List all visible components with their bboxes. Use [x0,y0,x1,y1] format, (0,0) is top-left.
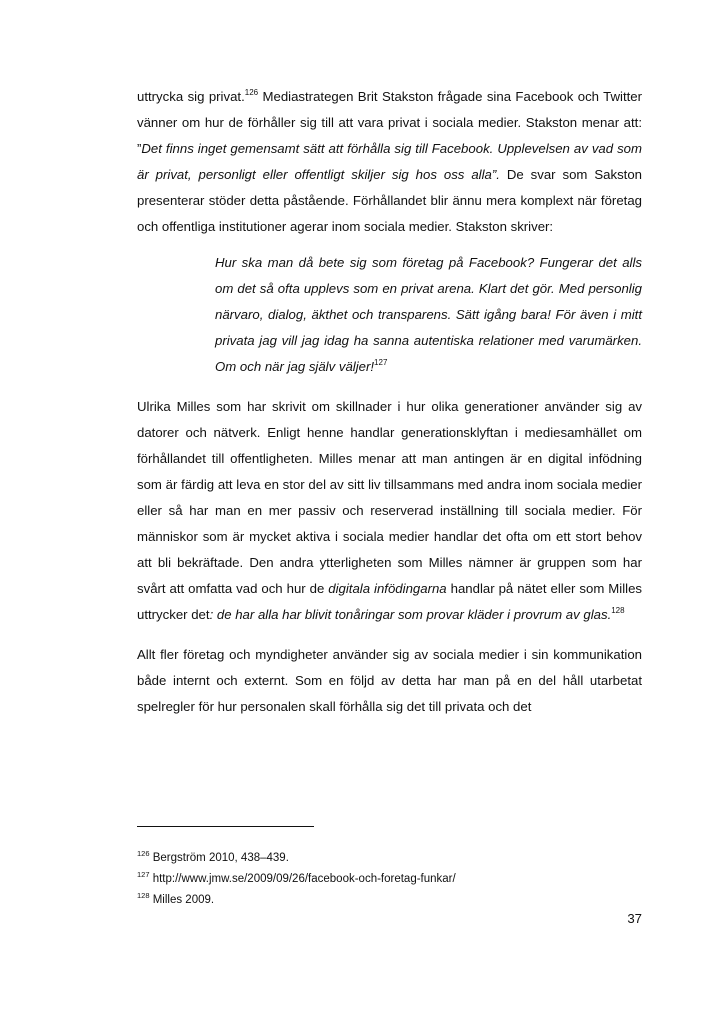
footnote-text: Bergström 2010, 438–439. [149,852,289,864]
footnote-text: Milles 2009. [149,894,215,906]
block-quote [215,250,642,380]
paragraph-1-quote: Det finns inget gemensamt sätt att förhålla sig till Facebook. Upplevelsen av vad som är privat, personligt eller offentligt skiljer sig hos oss alla”. [137,141,642,182]
paragraph-1-text-a: uttrycka sig privat. [137,89,245,104]
footnote-128 [137,890,642,911]
footnote-ref-126[interactable]: 126 [244,88,259,97]
paragraph-1-text-c: De svar som Sakston presenterar stöder detta påstående. Förhållandet blir ännu mera komplext när företag och offentliga institutioner agerar inom sociala medier. Stakston skriver: [137,167,642,234]
footnote-ref-127[interactable]: 127 [374,358,388,367]
footnote-number: 126 [137,849,150,858]
block-quote-text: Hur ska man då bete sig som företag på Facebook? Fungerar det alls om det så ofta upplevs som en privat arena. Klart det gör. Med personlig närvaro, dialog, äkthet och transparens. Sätt igång bara! För även i mitt privata jag vill jag idag ha sanna autentiska relationer med varumärken. Om och när jag själv väljer! [215,255,642,374]
paragraph-2-text-b: handlar på nätet eller som Milles uttrycker det [137,581,642,622]
footnote-number: 127 [137,870,150,879]
footnote-126 [137,848,642,869]
paragraph-3: Allt fler företag och myndigheter använder sig av sociala medier i sin kommunikation både internt och externt. Som en följd av detta har man på en del håll utarbetat spelregler för hur personalen skall förhålla sig det till privata och det [137,647,642,714]
main-text [137,84,642,720]
paragraph-1-text-b: Mediastrategen Brit Stakston frågade sina Facebook och Twitter vänner om hur de förhåller sig till att vara privat i sociala medier. Stakston menar att: ” [137,89,642,156]
footnote-127 [137,869,642,890]
paragraph-2-italic-term: digitala infödingarna [328,581,447,596]
paragraph-2 [137,394,642,628]
paragraph-1 [137,84,642,240]
footnotes [137,848,642,911]
page-number: 37 [627,911,642,926]
footnote-link[interactable]: http://www.jmw.se/2009/09/26/facebook-och-foretag-funkar/ [149,873,456,885]
footnote-separator [137,826,314,827]
paragraph-2-quote: : de har alla har blivit tonåringar som provar kläder i provrum av glas. [209,607,612,622]
footnote-ref-128[interactable]: 128 [611,606,625,615]
paragraph-2-text-a: Ulrika Milles som har skrivit om skillnader i hur olika generationer använder sig av datorer och nätverk. Enligt henne handlar generationsklyftan i mediesamhället om förhållandet till offentligheten. Milles menar att man antingen är en digital infödning som är färdig att leva en stor del av sitt liv tillsammans med andra inom sociala medier eller så har man en mer passiv och reserverad inställning till sociala medier. För människor som är mycket aktiva i sociala medier handlar det ofta om ett stort behov att bli bekräftade. Den andra ytterligheten som Milles nämner är gruppen som har svårt att omfatta vad och hur de [137,399,642,596]
footnote-number: 128 [137,891,150,900]
